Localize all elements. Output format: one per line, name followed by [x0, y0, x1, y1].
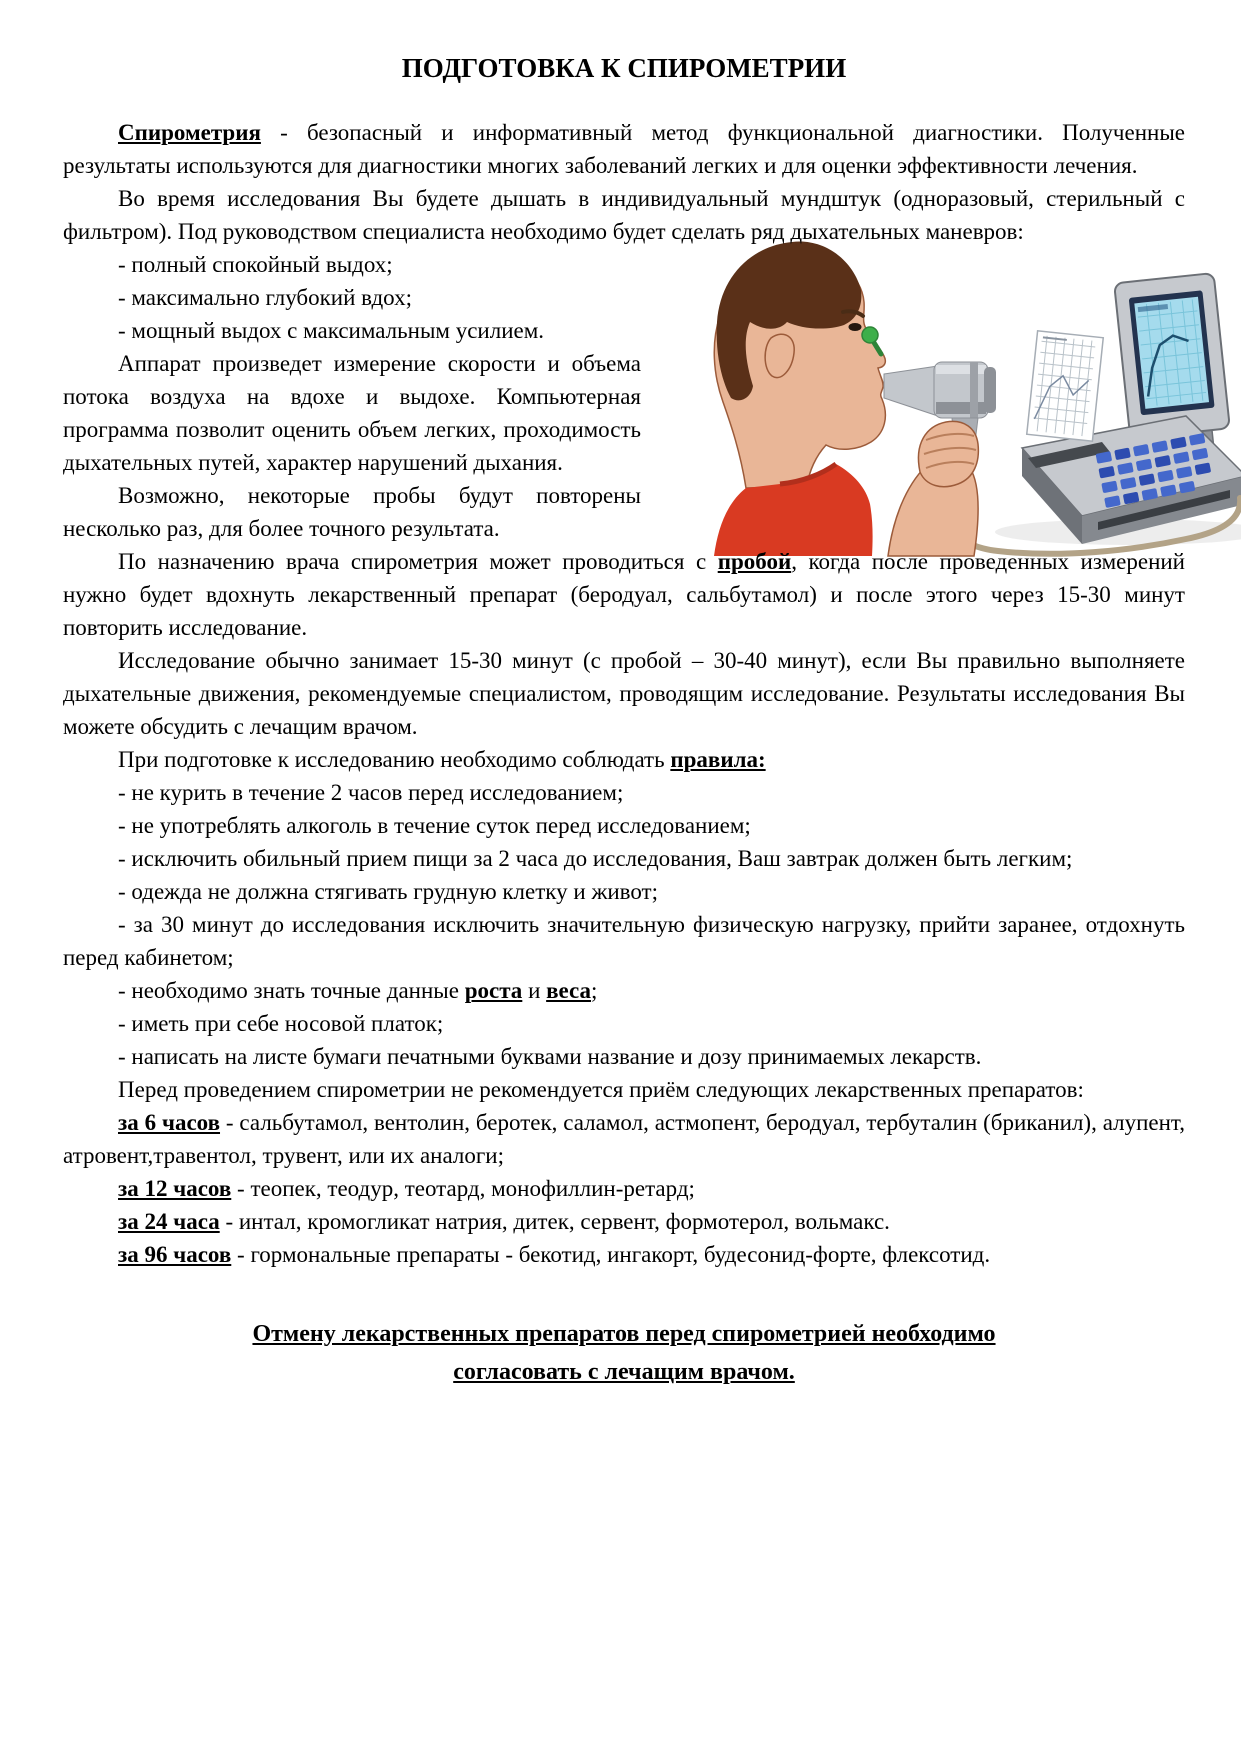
rule-item-no-smoking: - не курить в течение 2 часов перед исследованием;	[118, 780, 624, 805]
proba-text-after: , когда после проведенных измерений нужно будет вдохнуть лекарственный препарат (беродуал, сальбутамол) и после этого через 15-30 минут повторить исследование.	[63, 549, 1185, 640]
meds-24-hours-list: - интал, кромогликат натрия, дитек, сервент, формотерол, вольмакс.	[219, 1209, 890, 1234]
meds-6-hours	[63, 1106, 1185, 1172]
page-title: ПОДГОТОВКА К СПИРОМЕТРИИ	[401, 53, 847, 83]
paragraph-rules-intro	[63, 743, 1185, 776]
footer-warning	[63, 1315, 1185, 1391]
proba-text-before: По назначению врача спирометрия может проводиться с	[118, 549, 718, 574]
paragraph-intro	[63, 116, 1185, 182]
paragraph-meds-intro: Перед проведением спирометрии не рекомендуется приём следующих лекарственных препаратов:	[118, 1077, 1084, 1102]
term-proba: пробой	[717, 549, 792, 574]
rule-item-write-meds: - написать на листе бумаги печатными буквами название и дозу принимаемых лекарств.	[118, 1044, 982, 1069]
spirometry-illustration	[630, 226, 1230, 556]
rule-hw-mid: и	[522, 978, 547, 1003]
man-eye	[849, 323, 862, 331]
term-24-hours: за 24 часа	[118, 1209, 220, 1234]
term-rules: правила:	[670, 747, 766, 772]
term-12-hours: за 12 часов	[118, 1176, 232, 1201]
footer-warning-line-1: Отмену лекарственных препаратов перед спирометрией необходимо	[252, 1321, 996, 1347]
paper-printout	[1027, 331, 1104, 441]
meds-12-hours	[63, 1172, 1185, 1205]
meds-24-hours	[63, 1205, 1185, 1238]
term-height: роста	[464, 978, 523, 1003]
meds-12-hours-list: - теопек, теодур, теотард, монофиллин-ретард;	[231, 1176, 695, 1201]
rule-item-height-weight	[63, 974, 1185, 1007]
term-6-hours: за 6 часов	[118, 1110, 221, 1135]
rules-intro-text: При подготовке к исследованию необходимо соблюдать	[118, 747, 671, 772]
term-weight: веса	[546, 978, 592, 1003]
paragraph-repeat: Возможно, некоторые пробы будут повторены несколько раз, для более точного результата.	[63, 483, 641, 541]
paragraph-proba	[63, 545, 1185, 644]
rule-hw-before: - необходимо знать точные данные	[118, 978, 465, 1003]
meds-6-hours-list: - сальбутамол, вентолин, беротек, саламол, астмопент, беродуал, тербуталин (бриканил), алупент, атровент,травентол, трувент, или их аналоги;	[63, 1110, 1185, 1168]
rule-item-no-alcohol: - не употреблять алкоголь в течение суток перед исследованием;	[118, 813, 751, 838]
paragraph-duration: Исследование обычно занимает 15-30 минут (с пробой – 30-40 минут), если Вы правильно выполняете дыхательные движения, рекомендуемые специалистом, проводящим исследование. Результаты исследования Вы можете обсудить с лечащим врачом.	[63, 648, 1185, 739]
paragraph-apparatus: Аппарат произведет измерение скорости и объема потока воздуха на вдохе и выдохе. Компьютерная программа позволит оценить объем легких, проходимость дыхательных путей, характер нарушений дыхания.	[63, 351, 641, 475]
rule-item-no-heavy-meal: - исключить обильный прием пищи за 2 часа до исследования, Ваш завтрак должен быть легким;	[118, 846, 1073, 871]
meds-96-hours	[63, 1238, 1185, 1271]
rule-item-no-exercise: - за 30 минут до исследования исключить значительную физическую нагрузку, прийти заранее, отдохнуть перед кабинетом;	[63, 912, 1185, 970]
maneuver-item-1: - полный спокойный выдох;	[118, 252, 393, 277]
term-spirometry: Спирометрия	[118, 120, 261, 145]
rule-item-handkerchief: - иметь при себе носовой платок;	[118, 1011, 444, 1036]
term-96-hours: за 96 часов	[118, 1242, 232, 1267]
paragraph-during-test: Во время исследования Вы будете дышать в индивидуальный мундштук (одноразовый, стерильный с фильтром). Под руководством специалиста необходимо будет сделать ряд дыхательных маневров:	[63, 186, 1185, 244]
maneuver-item-2: - максимально глубокий вдох;	[118, 285, 412, 310]
spirometry-figure	[655, 236, 1215, 501]
footer-warning-line-2: согласовать с лечащим врачом.	[453, 1359, 795, 1385]
rule-hw-after: ;	[591, 978, 598, 1003]
rule-item-loose-clothes: - одежда не должна стягивать грудную клетку и живот;	[118, 879, 658, 904]
paragraph-intro-text: - безопасный и информативный метод функциональной диагностики. Полученные результаты используются для диагностики многих заболеваний легких и для оценки эффективности лечения.	[63, 120, 1185, 178]
meds-96-hours-list: - гормональные препараты - бекотид, ингакорт, будесонид-форте, флексотид.	[231, 1242, 991, 1267]
man-hand	[918, 421, 978, 486]
maneuver-item-3: - мощный выдох с максимальным усилием.	[118, 318, 545, 343]
